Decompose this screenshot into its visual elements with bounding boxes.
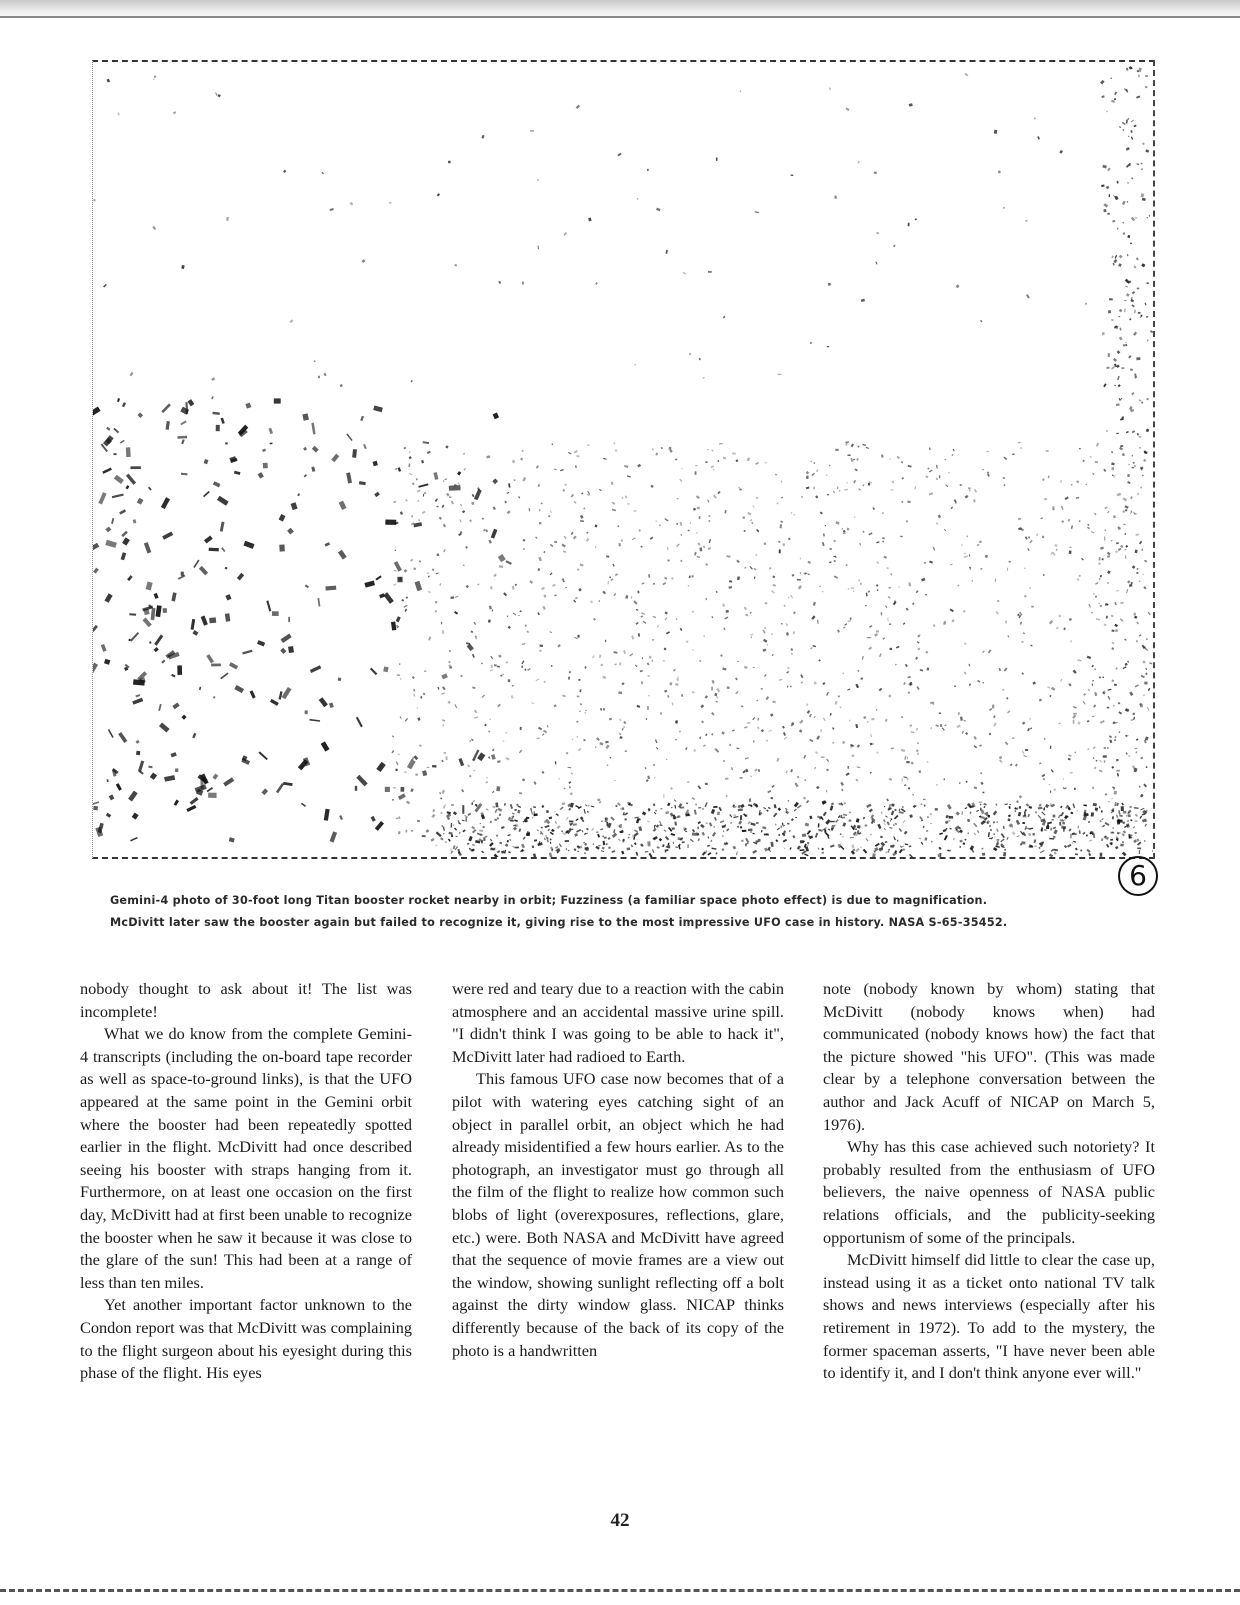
caption-line-2: McDivitt later saw the booster again but failed to recognize it, giving rise to the most impressive UFO case in history. NASA S-65-35452.: [110, 916, 1008, 929]
top-edge: [0, 0, 1240, 20]
paragraph: McDivitt himself did little to clear the case up, instead using it as a ticket onto national TV talk shows and news interviews (especially after his retirement in 1972). To add to the mystery, the former spaceman asserts, "I have never been able to identify it, and I don't think anyone ever will.": [823, 1250, 1155, 1383]
paragraph: What we do know from the complete Gemini-4 transcripts (including the on-board tape recorder as well as space-to-ground links), is that the UFO appeared at the same point in the Gemini orbit where the booster had been repeatedly spotted earlier in the flight. McDivitt had once described seeing his booster with straps hanging from it. Furthermore, on at least one occasion on the first day, McDivitt had at first been unable to recognize the booster when he saw it because it was close to the glare of the sun! This had been at a range of less than ten miles.: [80, 1024, 412, 1292]
gemini-photo: [92, 60, 1155, 859]
text-column-2: [452, 978, 784, 1362]
page-number: 42: [610, 1510, 630, 1531]
bottom-edge: [0, 1589, 1240, 1595]
figure-number-marker: 6: [1118, 856, 1158, 896]
paragraph: were red and teary due to a reaction with the cabin atmosphere and an accidental massive urine spill. "I didn't think I was going to be able to hack it", McDivitt later had radioed to Earth.: [452, 979, 784, 1066]
paragraph: nobody thought to ask about it! The list was incomplete!: [80, 979, 412, 1021]
paragraph: Why has this case achieved such notoriety? It probably resulted from the enthusiasm of UFO believers, the naive openness of NASA public relations officials, and the publicity-seeking opportunism of some of the principals.: [823, 1137, 1155, 1247]
caption-line-1: Gemini-4 photo of 30-foot long Titan booster rocket nearby in orbit; Fuzziness (a familiar space photo effect) is due to magnification.: [110, 894, 988, 907]
paragraph: Yet another important factor unknown to the Condon report was that McDivitt was complaining to the flight surgeon about his eyesight during this phase of the flight. His eyes: [80, 1295, 412, 1383]
text-column-1: [80, 978, 412, 1385]
paragraph: note (nobody known by whom) stating that McDivitt (nobody knows when) had communicated (nobody knows how) the fact that the picture showed "his UFO". (This was made clear by a telephone conversation between the author and Jack Acuff of NICAP on March 5, 1976).: [823, 979, 1155, 1134]
paragraph: This famous UFO case now becomes that of a pilot with watering eyes catching sight of an object in parallel orbit, an object which he had already misidentified a few hours earlier. As to the photograph, an investigator must go through all the film of the flight to realize how common such blobs of light (overexposures, reflections, glare, etc.) were. Both NASA and McDivitt have agreed that the sequence of movie frames are a view out the window, showing sunlight reflecting off a bolt against the dirty window glass. NICAP thinks differently because of the back of its copy of the photo is a handwritten: [452, 1069, 784, 1360]
text-column-3: [823, 978, 1155, 1385]
photo-speckle-texture: [93, 62, 1153, 857]
photo-caption: [110, 890, 1140, 934]
